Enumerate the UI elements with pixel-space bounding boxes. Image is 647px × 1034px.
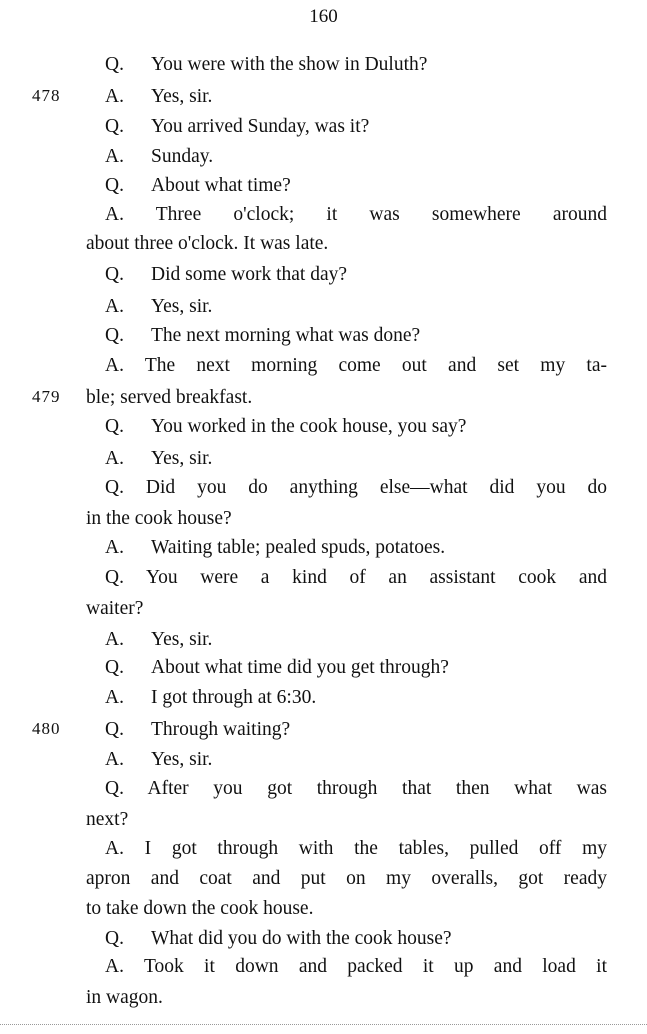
transcript-line [86,896,607,922]
transcript-line [105,685,607,711]
line-text: apron and coat and put on my overalls, got ready [86,868,607,889]
line-text: ble; served breakfast. [86,387,253,408]
speaker-label: A. [105,86,124,107]
speaker-label: Q. [105,264,124,285]
transcript-line [105,353,607,379]
transcript-line [105,52,607,78]
transcript-line [86,506,607,532]
line-text: Yes, sir. [151,296,213,317]
transcript-line [105,323,607,349]
transcript-line [105,776,607,802]
transcript-line [105,565,607,591]
transcript-line [86,866,607,892]
line-text: You were a kind of an assistant cook and [145,567,607,588]
transcript-line [105,202,607,228]
line-text: Yes, sir. [151,448,213,469]
line-text: The next morning what was done? [151,325,421,346]
speaker-label: Q. [105,116,124,137]
speaker-label: Q. [105,928,124,949]
speaker-label: Q. [105,657,124,678]
line-text: Yes, sir. [151,749,213,770]
line-text: Did some work that day? [151,264,348,285]
speaker-label: Q. [105,477,124,498]
line-text: After you got through that then what was [147,778,607,799]
line-text: The next morning come out and set my ta- [144,355,607,376]
line-text: About what time? [151,175,291,196]
speaker-label: Q. [105,54,124,75]
speaker-label: A. [105,956,124,977]
bottom-rule [0,1024,647,1025]
line-text: Sunday. [151,146,214,167]
transcript-line [105,747,607,773]
transcript-line [105,144,607,170]
line-text: You worked in the cook house, you say? [151,416,467,437]
transcript-line [105,262,607,288]
transcript-line [105,954,607,980]
transcript-line [86,596,607,622]
transcript-line [86,231,607,257]
margin-line-number: 480 [32,719,61,738]
line-text: next? [86,809,129,830]
margin-line-number: 478 [32,86,61,105]
speaker-label: A. [105,838,124,859]
transcript-line [86,985,607,1011]
speaker-label: A. [105,146,124,167]
speaker-label: A. [105,296,124,317]
speaker-label: A. [105,629,124,650]
speaker-label: Q. [105,325,124,346]
transcript-line [105,475,607,501]
line-text: Yes, sir. [151,86,213,107]
line-text: Through waiting? [151,719,291,740]
transcript-line [105,84,607,110]
transcript-line [86,807,607,833]
transcript-line [105,173,607,199]
line-text: About what time did you get through? [151,657,449,678]
line-text: Waiting table; pealed spuds, potatoes. [151,537,446,558]
line-text: Did you do anything else—what did you do [145,477,608,498]
line-text: Took it down and packed it up and load it [143,956,607,977]
line-text: I got through at 6:30. [151,687,317,708]
transcript-line [105,535,607,561]
speaker-label: Q. [105,175,124,196]
line-text: You were with the show in Duluth? [151,54,428,75]
speaker-label: A. [105,204,124,225]
line-text: Three o'clock; it was somewhere around [155,204,607,225]
transcript-line [105,836,607,862]
line-text: in wagon. [86,987,163,1008]
margin-line-number: 479 [32,387,61,406]
transcript-line [86,385,607,411]
line-text: What did you do with the cook house? [151,928,452,949]
line-text: to take down the cook house. [86,898,314,919]
line-text: I got through with the tables, pulled off my [144,838,608,859]
transcript-line [105,627,607,653]
line-text: in the cook house? [86,508,232,529]
transcript-line [105,294,607,320]
transcript-line [105,414,607,440]
speaker-label: A. [105,537,124,558]
line-text: about three o'clock. It was late. [86,233,329,254]
transcript-line [105,114,607,140]
transcript-line [105,446,607,472]
speaker-label: Q. [105,416,124,437]
speaker-label: A. [105,355,124,376]
line-text: waiter? [86,598,144,619]
transcript-line [105,655,607,681]
speaker-label: Q. [105,567,124,588]
speaker-label: Q. [105,719,124,740]
speaker-label: A. [105,749,124,770]
speaker-label: Q. [105,778,124,799]
page-number: 160 [309,6,338,27]
speaker-label: A. [105,687,124,708]
transcript-line [105,717,607,743]
speaker-label: A. [105,448,124,469]
line-text: You arrived Sunday, was it? [151,116,370,137]
transcript-line [105,926,607,952]
line-text: Yes, sir. [151,629,213,650]
